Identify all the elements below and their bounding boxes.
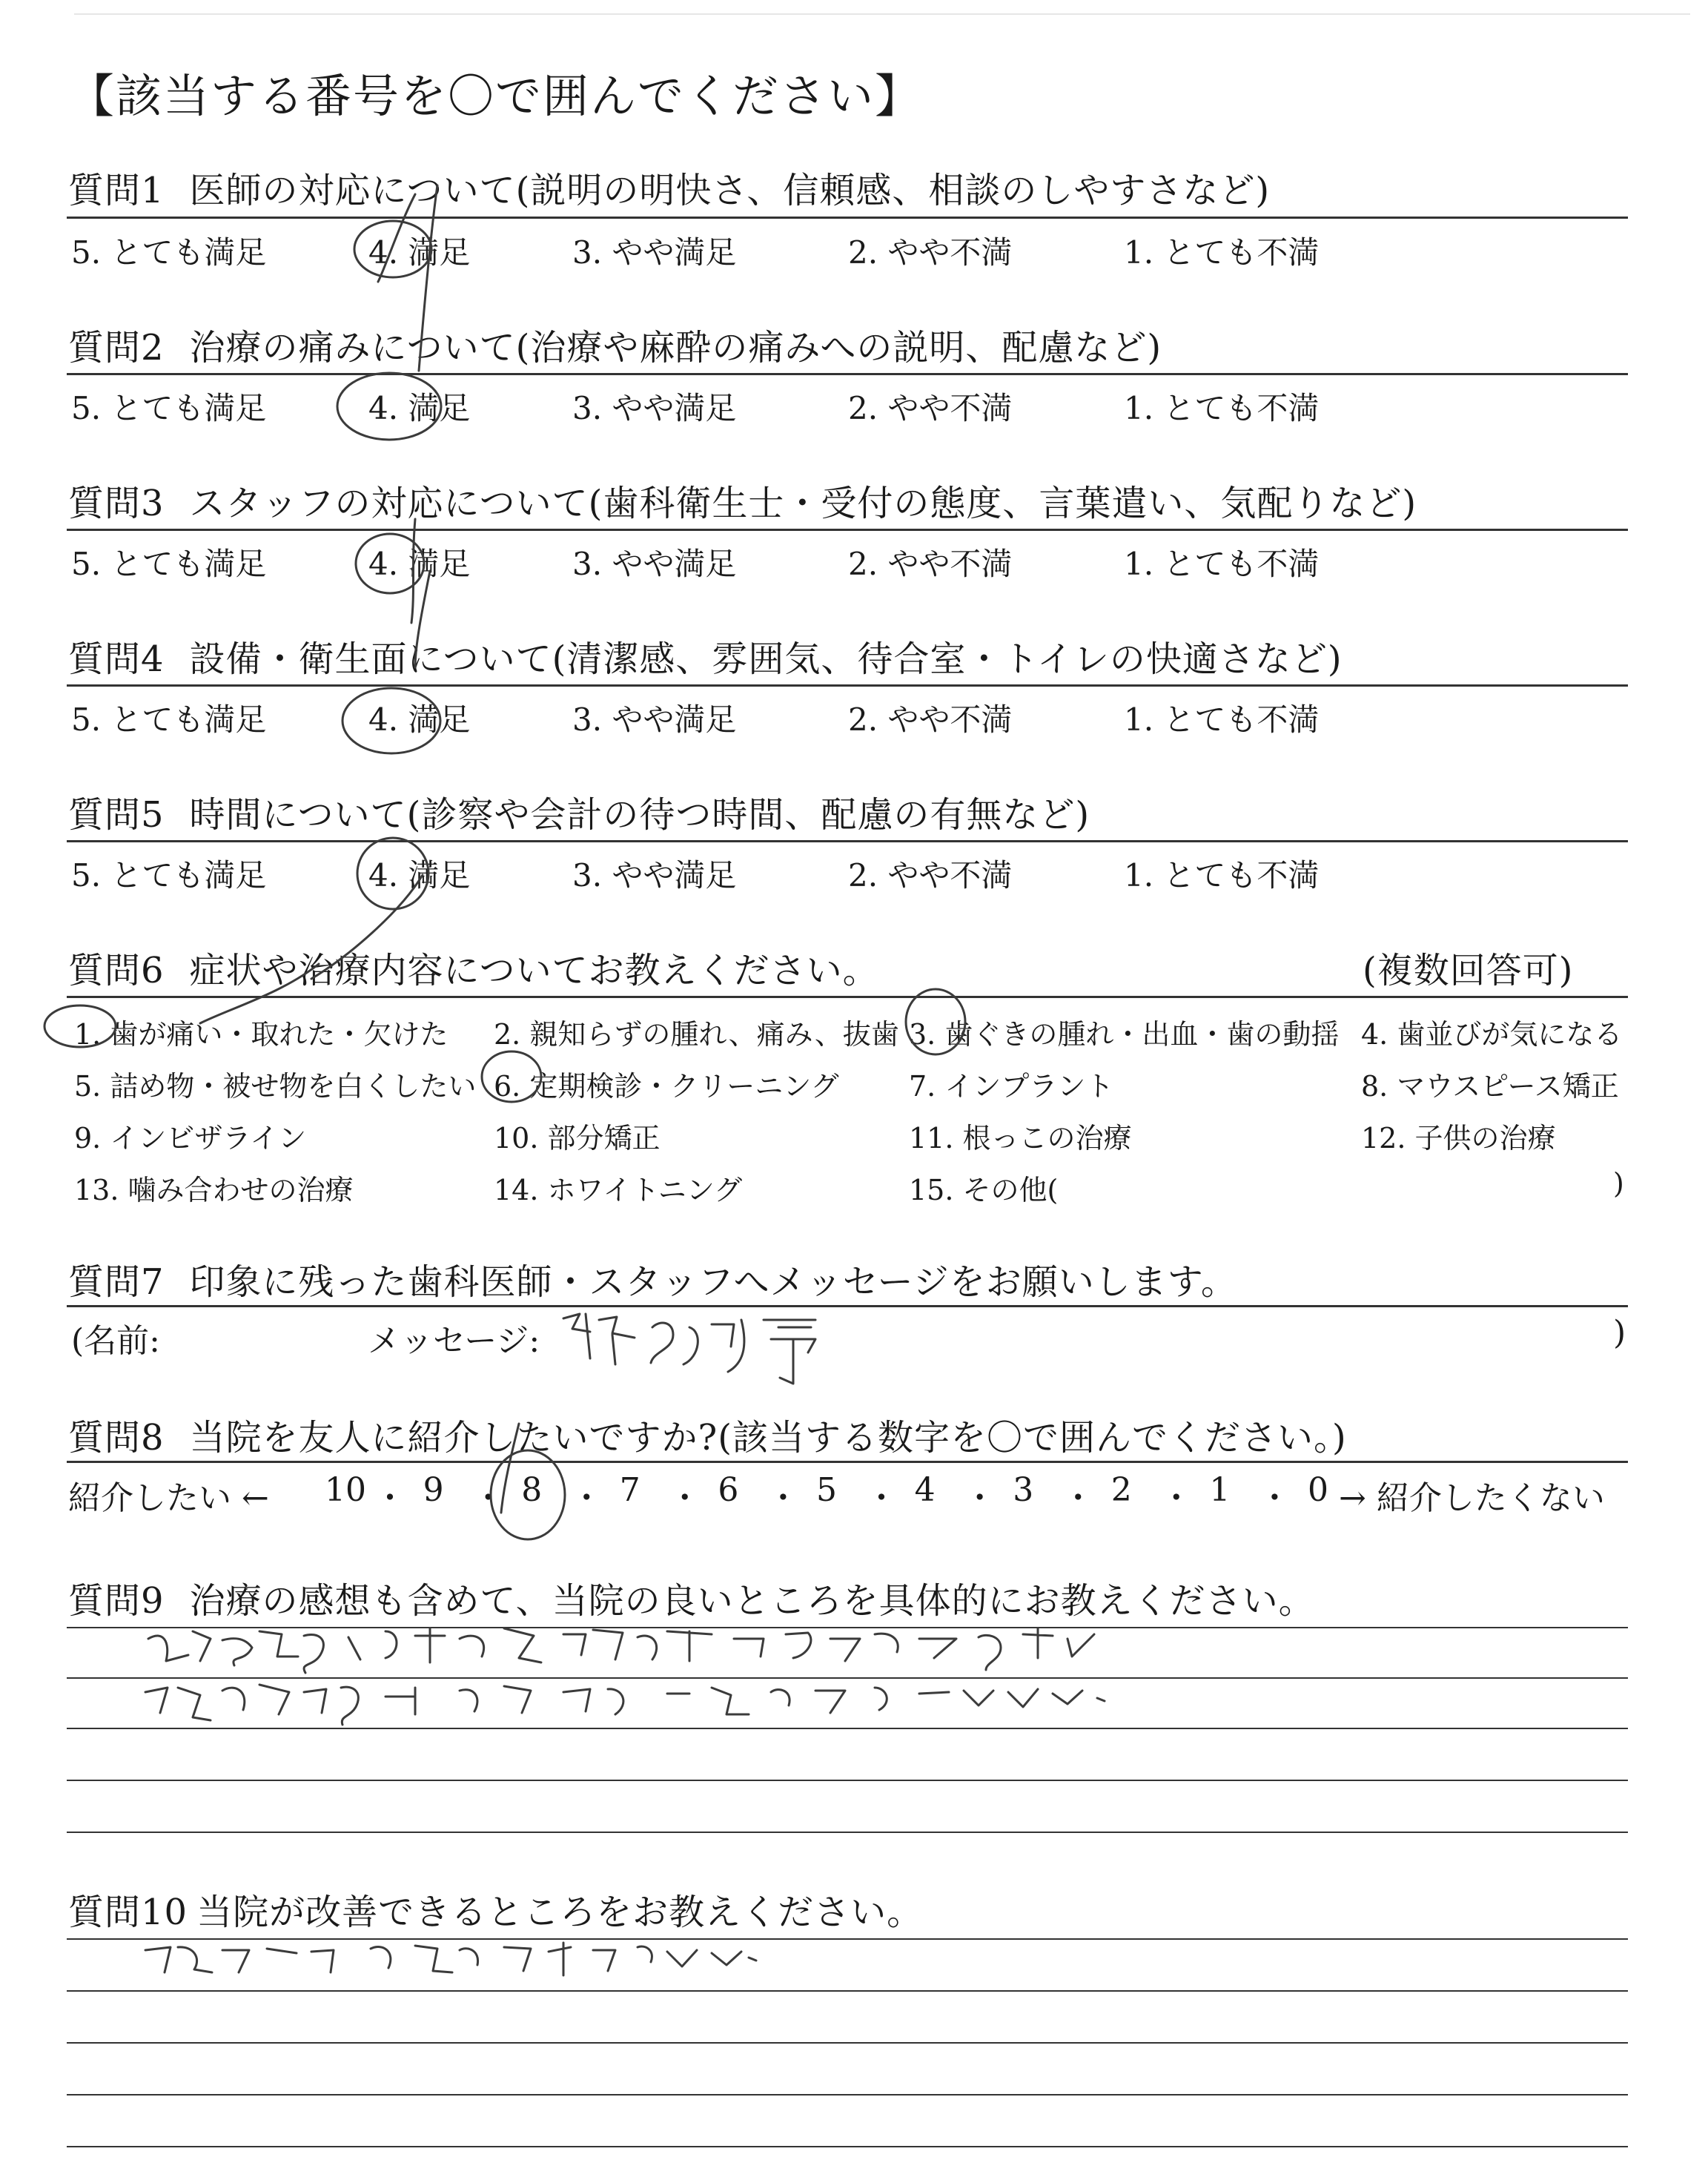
question-7-number: 質問7 — [68, 1261, 165, 1303]
q6-option-7[interactable]: 7. インプラント — [909, 1070, 1114, 1103]
question-6-note: (複数回答可) — [1363, 950, 1574, 991]
q6-option-9[interactable]: 9. インビザライン — [74, 1122, 307, 1155]
q6-option-14[interactable]: 14. ホワイトニング — [494, 1174, 743, 1206]
q10-handwritten-text — [145, 1943, 756, 1975]
question-1-text: 医師の対応について(説明の明快さ、信頼感、相談のしやすさなど) — [189, 170, 1271, 211]
question-3-number: 質問3 — [68, 483, 165, 524]
q8-scale-separator: ・ — [1159, 1479, 1193, 1517]
q9-line-4 — [67, 1780, 1628, 1781]
q8-scale-separator: ・ — [865, 1479, 898, 1517]
q4-option-1[interactable]: 1. とても不満 — [1124, 701, 1320, 738]
q8-scale-0[interactable]: 0 — [1308, 1471, 1328, 1509]
question-9-heading — [68, 1572, 1315, 1623]
q6-option-11[interactable]: 11. 根っこの治療 — [909, 1122, 1132, 1155]
q2-option-4[interactable]: 4. 満足 — [368, 390, 471, 426]
q3-option-4[interactable]: 4. 満足 — [368, 546, 471, 582]
q7-handwritten-message — [563, 1314, 815, 1384]
question-5-rule — [67, 840, 1628, 842]
q2-option-3[interactable]: 3. やや満足 — [572, 390, 737, 426]
q3-option-1[interactable]: 1. とても不満 — [1124, 546, 1320, 582]
question-6-heading — [68, 942, 879, 993]
q8-scale-separator: ・ — [374, 1479, 406, 1517]
scan-edge — [74, 13, 1690, 15]
question-7-text: 印象に残った歯科医師・スタッフへメッセージをお願いします。 — [189, 1261, 1237, 1303]
question-8-heading — [68, 1409, 1347, 1460]
q8-scale-separator: ・ — [1062, 1479, 1095, 1517]
q8-scale-6[interactable]: 6 — [718, 1471, 739, 1509]
q10-line-4 — [67, 2094, 1628, 2095]
q9-line-3 — [67, 1728, 1628, 1729]
q7-name-label: (名前: — [71, 1322, 160, 1360]
question-6-number: 質問6 — [68, 950, 165, 991]
q9-handwritten-text — [145, 1628, 1105, 1725]
question-3-heading — [68, 475, 1417, 526]
q5-option-1[interactable]: 1. とても不満 — [1124, 857, 1320, 894]
q8-scale-5[interactable]: 5 — [816, 1471, 837, 1509]
q8-scale-1[interactable]: 1 — [1209, 1471, 1231, 1509]
q2-option-2[interactable]: 2. やや不満 — [848, 390, 1013, 426]
q4-option-4[interactable]: 4. 満足 — [368, 701, 471, 738]
q10-line-5 — [67, 2146, 1628, 2147]
q6-option-15[interactable]: 15. その他( — [909, 1174, 1059, 1206]
question-2-number: 質問2 — [68, 327, 165, 369]
q4-option-3[interactable]: 3. やや満足 — [572, 701, 737, 738]
q1-option-1[interactable]: 1. とても不満 — [1124, 234, 1320, 271]
q1-option-2[interactable]: 2. やや不満 — [848, 234, 1013, 271]
q6-option-5[interactable]: 5. 詰め物・被せ物を白くしたい — [74, 1070, 477, 1103]
q8-scale-2[interactable]: 2 — [1110, 1471, 1132, 1509]
q9-line-2 — [67, 1677, 1628, 1679]
q10-line-1 — [67, 1938, 1628, 1940]
q10-line-2 — [67, 1990, 1628, 1992]
question-4-rule — [67, 684, 1628, 687]
q5-option-4[interactable]: 4. 満足 — [368, 857, 471, 894]
question-5-text: 時間について(診察や会計の待つ時間、配慮の有無など) — [189, 794, 1090, 836]
q8-scale-8[interactable]: 8 — [521, 1471, 543, 1509]
question-4-text: 設備・衛生面について(清潔感、雰囲気、待合室・トイレの快適さなど) — [189, 638, 1343, 680]
q6-option-6[interactable]: 6. 定期検診・クリーニング — [494, 1070, 839, 1103]
q5-option-2[interactable]: 2. やや不満 — [848, 857, 1013, 894]
q1-option-5[interactable]: 5. とても満足 — [71, 234, 267, 271]
question-1-rule — [67, 217, 1628, 219]
q8-left-label: 紹介したい ← — [68, 1479, 269, 1517]
question-2-heading — [68, 319, 1162, 370]
q2-option-5[interactable]: 5. とても満足 — [71, 390, 267, 426]
question-1-number: 質問1 — [68, 170, 165, 211]
q8-scale-separator: ・ — [570, 1479, 603, 1517]
q4-option-5[interactable]: 5. とても満足 — [71, 701, 267, 738]
q8-scale-separator: ・ — [668, 1479, 701, 1517]
q8-scale-separator: ・ — [471, 1479, 505, 1517]
q9-line-5 — [67, 1832, 1628, 1833]
q6-option-4[interactable]: 4. 歯並びが気になる — [1361, 1018, 1623, 1051]
question-7-heading — [68, 1253, 1237, 1304]
question-7-rule — [67, 1305, 1628, 1307]
q1-option-3[interactable]: 3. やや満足 — [572, 234, 737, 271]
question-3-text: スタッフの対応について(歯科衛生士・受付の態度、言葉遣い、気配りなど) — [189, 483, 1417, 524]
question-5-heading — [68, 786, 1090, 837]
q8-scale-separator: ・ — [767, 1479, 800, 1517]
question-8-rule — [67, 1461, 1628, 1463]
question-4-number: 質問4 — [68, 638, 165, 680]
q5-option-5[interactable]: 5. とても満足 — [71, 857, 267, 894]
page-title: 【該当する番号を〇で囲んでください】 — [68, 69, 923, 123]
question-2-text: 治療の痛みについて(治療や麻酔の痛みへの説明、配慮など) — [189, 327, 1162, 369]
question-6-text: 症状や治療内容についてお教えください。 — [189, 950, 879, 991]
question-9-text: 治療の感想も含めて、当院の良いところを具体的にお教えください。 — [189, 1580, 1315, 1622]
q3-option-2[interactable]: 2. やや不満 — [848, 546, 1013, 582]
q8-scale-7[interactable]: 7 — [619, 1471, 640, 1509]
q8-scale-4[interactable]: 4 — [914, 1471, 936, 1509]
question-5-number: 質問5 — [68, 794, 165, 836]
q3-option-3[interactable]: 3. やや満足 — [572, 546, 737, 582]
q4-option-2[interactable]: 2. やや不満 — [848, 701, 1013, 738]
question-9-number: 質問9 — [68, 1580, 165, 1622]
question-10-number: 質問10 — [68, 1892, 188, 1933]
question-8-text: 当院を友人に紹介したいですか?(該当する数字を〇で囲んでください。) — [189, 1417, 1347, 1459]
question-4-heading — [68, 630, 1343, 681]
question-6-rule — [67, 996, 1628, 998]
q10-line-3 — [67, 2042, 1628, 2044]
question-1-heading — [68, 162, 1270, 213]
q8-right-label: → 紹介したくない — [1339, 1479, 1605, 1517]
q6-option-1[interactable]: 1. 歯が痛い・取れた・欠けた — [74, 1018, 448, 1051]
question-3-rule — [67, 529, 1628, 531]
q8-scale-separator: ・ — [1258, 1479, 1291, 1517]
question-10-heading — [68, 1883, 923, 1935]
q7-close-paren: ) — [1613, 1314, 1626, 1352]
q1-option-4[interactable]: 4. 満足 — [368, 234, 471, 271]
q6-option-8[interactable]: 8. マウスピース矯正 — [1361, 1070, 1619, 1103]
q6-option-10[interactable]: 10. 部分矯正 — [494, 1122, 661, 1155]
q6-other-close-paren: ) — [1613, 1167, 1624, 1200]
question-8-number: 質問8 — [68, 1417, 165, 1459]
question-2-rule — [67, 373, 1628, 375]
q6-option-13[interactable]: 13. 噛み合わせの治療 — [74, 1174, 354, 1206]
q8-scale-3[interactable]: 3 — [1013, 1471, 1034, 1509]
q8-scale-10[interactable]: 10 — [325, 1471, 366, 1509]
q6-option-2[interactable]: 2. 親知らずの腫れ、痛み、抜歯 — [494, 1018, 899, 1051]
q9-line-1 — [67, 1627, 1628, 1628]
q2-option-1[interactable]: 1. とても不満 — [1124, 390, 1320, 426]
q8-scale-separator: ・ — [963, 1479, 996, 1517]
q5-option-3[interactable]: 3. やや満足 — [572, 857, 737, 894]
q8-scale-9[interactable]: 9 — [423, 1471, 444, 1509]
q6-option-12[interactable]: 12. 子供の治療 — [1361, 1122, 1556, 1155]
q6-option-3[interactable]: 3. 歯ぐきの腫れ・出血・歯の動揺 — [909, 1018, 1340, 1051]
question-10-text: 当院が改善できるところをお教えください。 — [196, 1892, 924, 1933]
q3-option-5[interactable]: 5. とても満足 — [71, 546, 267, 582]
q7-message-label: メッセージ: — [368, 1322, 540, 1360]
